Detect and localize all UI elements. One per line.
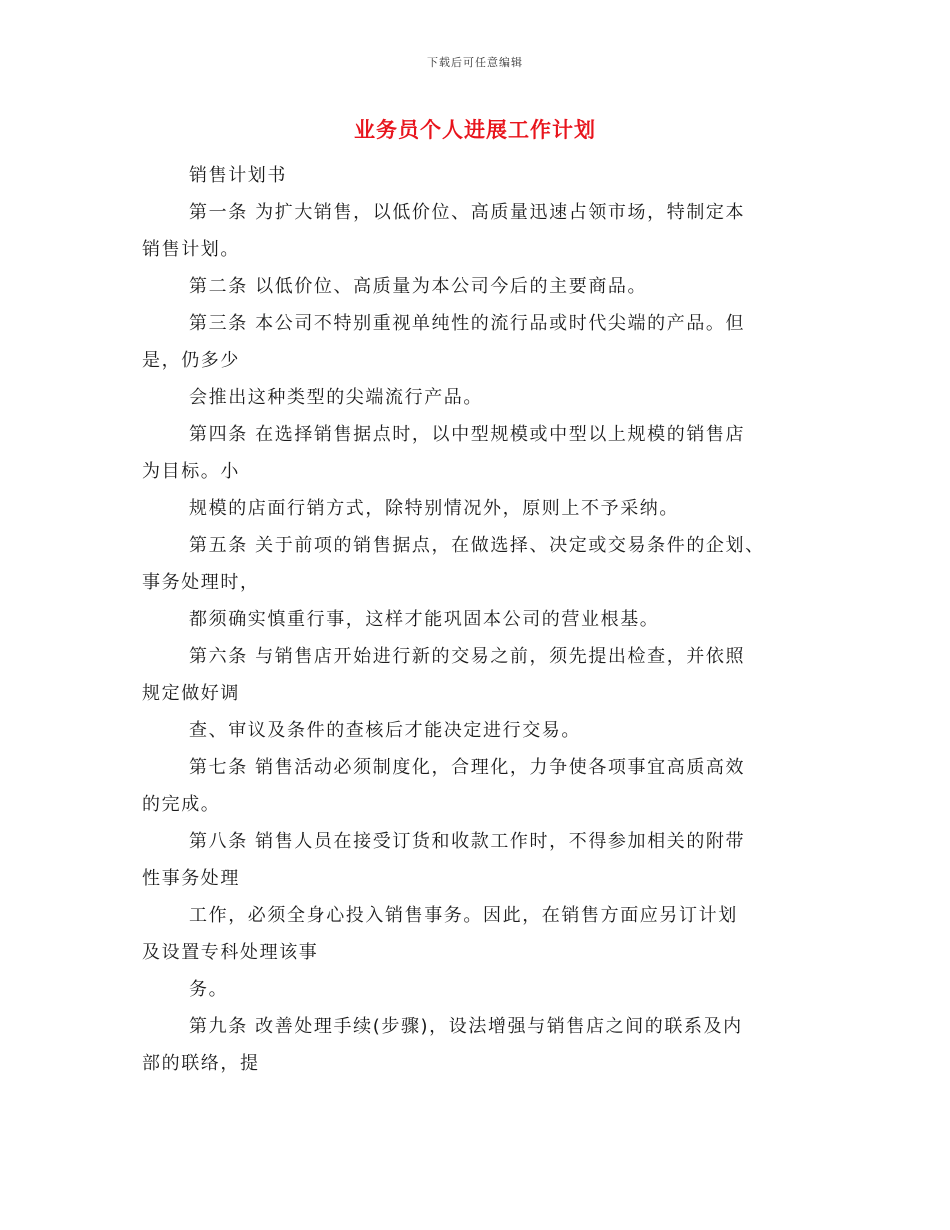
- text-line: 务。: [189, 979, 229, 1000]
- text-line: 部的联络，提: [142, 1053, 260, 1074]
- text-line: 销售计划书: [189, 165, 287, 186]
- text-line: 查、审议及条件的查核后才能决定进行交易。: [189, 720, 581, 741]
- text-line: 第五条 关于前项的销售据点，在做选择、决定或交易条件的企划、: [189, 535, 765, 556]
- text-line: 都须确实慎重行事，这样才能巩固本公司的营业根基。: [189, 609, 660, 630]
- text-line: 销售计划。: [142, 239, 240, 260]
- text-line: 第四条 在选择销售据点时，以中型规模或中型以上规模的销售店: [189, 424, 746, 445]
- document-title: 业务员个人进展工作计划: [354, 118, 596, 142]
- text-line: 第一条 为扩大销售，以低价位、高质量迅速占领市场，特制定本: [189, 202, 746, 223]
- text-line: 及设置专科处理该事: [142, 942, 319, 963]
- text-line: 事务处理时，: [142, 572, 260, 593]
- header-note: 下载后可任意编辑: [427, 56, 523, 69]
- text-line: 规定做好调: [142, 683, 240, 704]
- text-line: 第三条 本公司不特别重视单纯性的流行品或时代尖端的产品。但: [189, 313, 746, 334]
- text-line: 规模的店面行销方式，除特别情况外，原则上不予采纳。: [189, 498, 679, 519]
- text-line: 为目标。小: [142, 461, 240, 482]
- text-line: 会推出这种类型的尖端流行产品。: [189, 387, 483, 408]
- text-line: 的完成。: [142, 794, 221, 815]
- text-line: 第八条 销售人员在接受订货和收款工作时，不得参加相关的附带: [189, 831, 746, 852]
- text-line: 工作，必须全身心投入销售事务。因此，在销售方面应另订计划: [189, 905, 738, 926]
- text-line: 性事务处理: [142, 868, 240, 889]
- text-line: 第六条 与销售店开始进行新的交易之前，须先提出检查，并依照: [189, 646, 746, 667]
- document-body: [142, 157, 822, 1082]
- text-line: 第二条 以低价位、高质量为本公司今后的主要商品。: [189, 276, 648, 297]
- text-line: 第九条 改善处理手续(步骤)，设法增强与销售店之间的联系及内: [189, 1016, 743, 1037]
- text-line: 第七条 销售活动必须制度化，合理化，力争使各项事宜高质高效: [189, 757, 746, 778]
- text-line: 是，仍多少: [142, 350, 240, 371]
